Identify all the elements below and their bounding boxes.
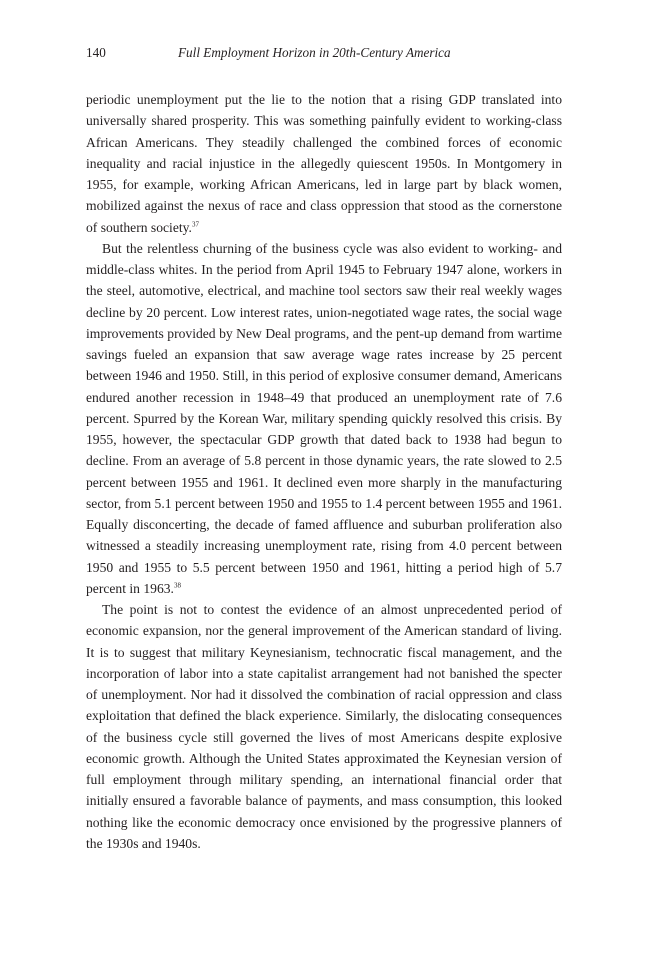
- footnote-ref-37: 37: [191, 219, 199, 228]
- page-number: 140: [86, 45, 106, 60]
- paragraph-1: [86, 89, 562, 238]
- paragraph-3-text: The point is not to contest the evidence of an almost unprecedented period of economic expansion, nor the general improvement of the American standard of living. It is to suggest that military Keynesianism, technocratic fiscal management, and the incorporation of labor into a state capitalist arrangement had not banished the specter of unemployment. Nor had it dissolved the combination of racial oppression and class exploitation that defined the black experience. Similarly, the dislocating consequences of the business cycle still governed the lives of most Americans despite explosive economic growth. Although the United States approximated the Keynesian version of full employment through military spending, an international financial order that initially ensured a favorable balance of payments, and mass consumption, this looked nothing like the economic democracy once envisioned by the progressive planners of the 1930s and 1940s.: [86, 602, 562, 851]
- running-title: Full Employment Horizon in 20th-Century America: [178, 45, 451, 60]
- paragraph-2-text: But the relentless churning of the business cycle was also evident to working- and middle-class whites. In the period from April 1945 to February 1947 alone, workers in the steel, automotive, electrical, and machine tool sectors saw their real weekly wages decline by 20 percent. Low interest rates, union-negotiated wage rates, the social wage improvements provided by New Deal programs, and the pent-up demand from wartime savings fueled an expansion that saw average wage rates increase by 25 percent between 1946 and 1950. Still, in this period of explosive consumer demand, Americans endured another recession in 1948–49 that produced an unemployment rate of 7.6 percent. Spurred by the Korean War, military spending quickly resolved this crisis. By 1955, however, the spectacular GDP growth that dated back to 1938 had begun to decline. From an average of 5.8 percent in those dynamic years, the rate slowed to 2.5 percent between 1955 and 1961. It declined even more sharply in the manufacturing sector, from 5.1 percent between 1950 and 1955 to 1.4 percent between 1955 and 1961. Equally disconcerting, the decade of famed affluence and suburban proliferation also witnessed a steadily increasing unemployment rate, rising from 4.0 percent between 1950 and 1955 to 5.5 percent between 1950 and 1961, hitting a period high of 5.7 percent in 1963.: [86, 240, 562, 596]
- paragraph-2: [86, 238, 562, 599]
- paragraph-3: [86, 599, 562, 854]
- page-header: [86, 45, 562, 65]
- footnote-ref-38: 38: [173, 581, 181, 590]
- body-text: [86, 89, 562, 854]
- paragraph-1-text: periodic unemployment put the lie to the notion that a rising GDP translated into universally shared prosperity. This was something painfully evident to working-class African Americans. They steadily challenged the combined forces of economic inequality and racial injustice in the allegedly quiescent 1950s. In Montgomery in 1955, for example, working African Americans, led in large part by black women, mobilized against the nexus of race and class oppression that stood as the cornerstone of southern society.: [86, 92, 562, 235]
